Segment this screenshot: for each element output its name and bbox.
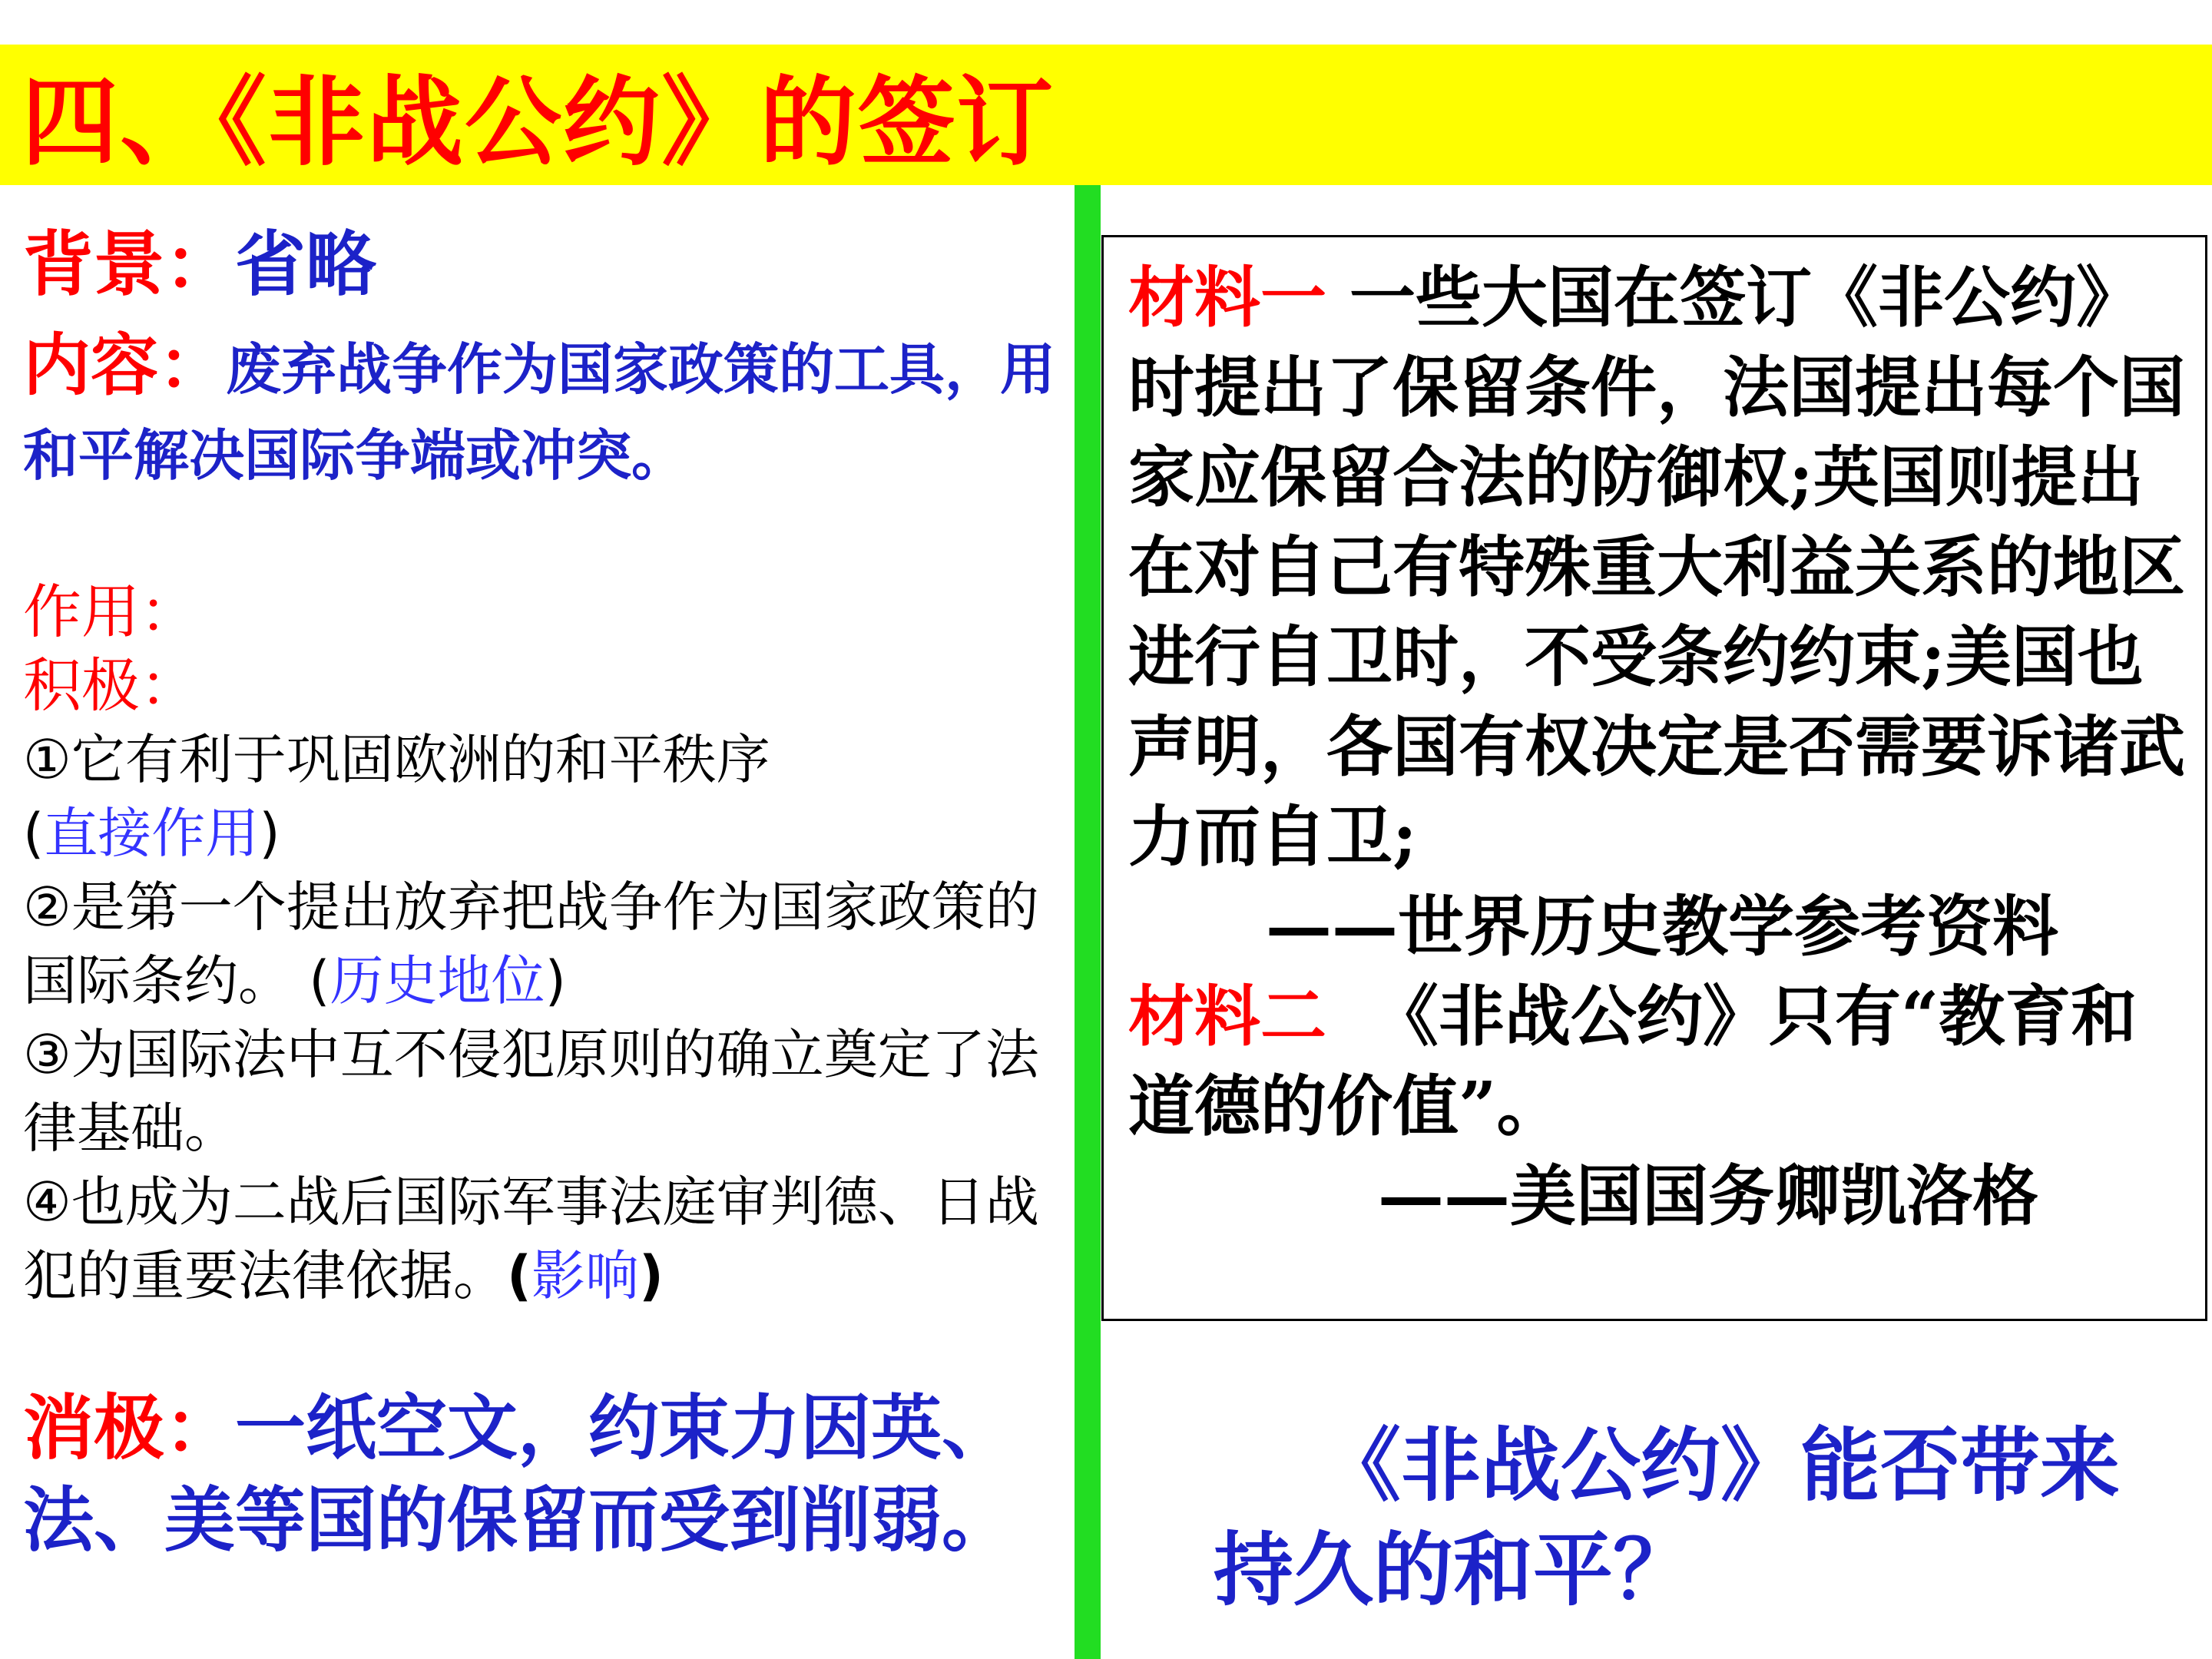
content-paragraph [23, 323, 1060, 498]
vertical-divider [1075, 185, 1101, 1659]
effect-item-note: 直接作用 [44, 802, 260, 865]
note-close: ) [545, 949, 566, 1012]
negative-label: 消极： [23, 1387, 236, 1469]
effect-item-3 [23, 1018, 1060, 1165]
material2-text: 《非战公约》只有“教育和道德的价值”。 [1128, 978, 2137, 1145]
discussion-question [1214, 1413, 2166, 1622]
negative-paragraph [23, 1382, 1068, 1567]
materials-box [1101, 235, 2207, 1321]
material2-label: 材料二 [1128, 978, 1326, 1055]
materials-text [1128, 253, 2196, 1241]
effect-item-1 [23, 723, 1060, 870]
effect-item-note: 影响 [531, 1244, 639, 1307]
content-text: 废弃战争作为国家政策的工具，用和平解决国际争端或冲突。 [23, 337, 1056, 488]
material1-text: 一些大国在签订《非公约》时提出了保留条件，法国提出每个国家应保留合法的防御权;英国则提出在对自己有特殊重大利益关系的地区进行自卫时，不受条约约束;美国也声明，各国有权决定是否需要诉诸武力而自卫; [1128, 259, 2185, 876]
positive-label: 积极： [23, 651, 198, 720]
material2-source: ——美国国务卿凯洛格 [1378, 1157, 2038, 1235]
effect-block [23, 575, 1060, 1313]
note-open: ( [507, 1244, 531, 1307]
note-open: ( [292, 949, 330, 1012]
effect-item-note: 历史地位 [329, 949, 545, 1012]
background-text: 省略 [235, 224, 377, 306]
background-label: 背景： [23, 224, 236, 306]
material1-source: ——世界历史教学参考资料 [1266, 888, 2058, 965]
effect-item-text: ④也成为二战后国际军事法庭审判德、日战犯的重要法律依据。 [23, 1171, 1039, 1307]
material1-label: 材料一 [1128, 259, 1326, 336]
question-text: 《非战公约》能否带来持久的和平？ [1214, 1419, 2121, 1617]
effect-item-text: ①它有利于巩固欧洲的和平秩序 [23, 728, 770, 791]
note-open: ( [23, 802, 45, 865]
effect-label: 作用： [23, 578, 198, 646]
left-column [23, 215, 1060, 1313]
effect-item-4 [23, 1165, 1060, 1313]
content-label: 内容： [23, 326, 227, 405]
slide-title: 四、《非战公约》的签订 [22, 66, 1055, 179]
effect-item-2 [23, 870, 1060, 1018]
note-close: ) [639, 1244, 664, 1307]
note-close: ) [259, 802, 280, 865]
title-bar [0, 45, 2212, 185]
effect-item-text: ②是第一个提出放弃把战争作为国家政策的国际条约。 [23, 876, 1039, 1012]
effect-item-text: ③为国际法中互不侵犯原则的确立奠定了法律基础。 [23, 1023, 1039, 1160]
background-line [23, 215, 1060, 315]
negative-text: 一纸空文，约束力因英、法、美等国的保留而受到削弱。 [23, 1387, 1013, 1561]
